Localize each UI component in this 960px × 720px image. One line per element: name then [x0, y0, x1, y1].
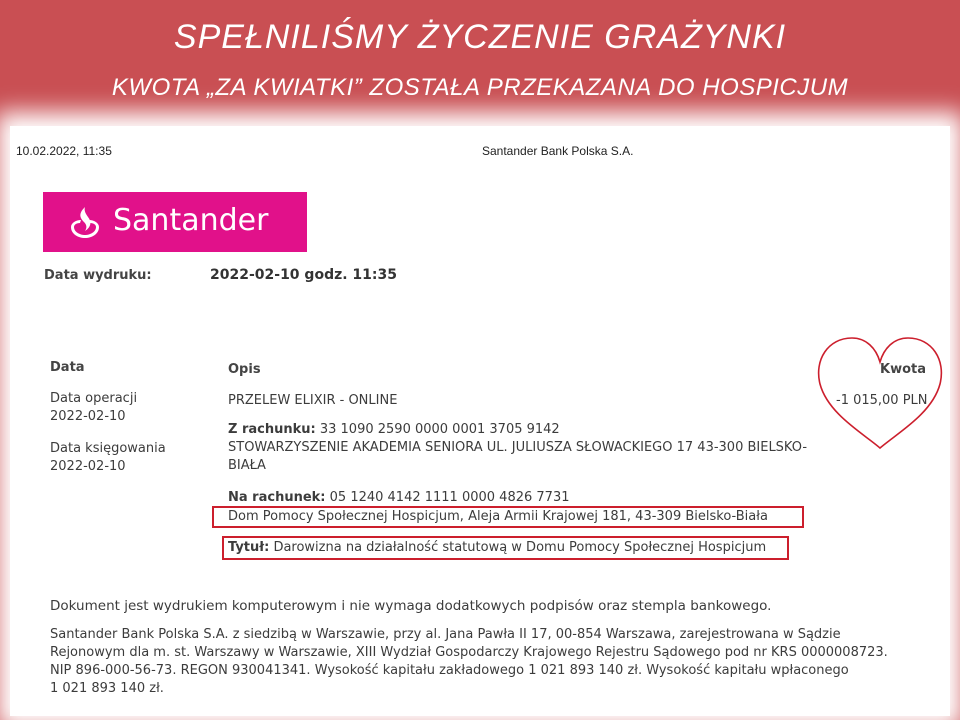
footer-line-1: Santander Bank Polska S.A. z siedzibą w Warszawie, przy al. Jana Pawła II 17, 00-854 Warszawa, zarejestrowana w Sądzie [50, 627, 841, 642]
print-date-label: Data wydruku: [44, 268, 152, 283]
booking-date-label: Data księgowania [50, 441, 166, 456]
transaction-amount: -1 015,00 PLN [836, 393, 928, 408]
recipient-address: Dom Pomocy Społecznej Hospicjum, Aleja Armii Krajowej 181, 43-309 Bielsko-Biała [228, 509, 768, 524]
computer-printout-note: Dokument jest wydrukiem komputerowym i nie wymaga dodatkowych podpisów oraz stempla bankowego. [50, 598, 772, 614]
print-date-value: 2022-02-10 godz. 11:35 [210, 267, 397, 283]
slide-subtitle: KWOTA „ZA KWIATKI” ZOSTAŁA PRZEKAZANA DO HOSPICJUM [111, 74, 849, 101]
footer-line-3: NIP 896-000-56-73. REGON 930041341. Wysokość kapitału zakładowego 1 021 893 140 zł. Wysokość kapitału wpłaconego [50, 663, 849, 678]
booking-date: 2022-02-10 [50, 459, 126, 474]
column-header-description: Opis [228, 362, 261, 377]
column-header-date: Data [50, 360, 85, 375]
from-account-label: Z rachunku: [228, 422, 316, 437]
operation-date: 2022-02-10 [50, 409, 126, 424]
heart-outline-icon [810, 322, 950, 452]
santander-flame-icon [67, 205, 103, 239]
sender-address-line1: STOWARZYSZENIE AKADEMIA SENIORA UL. JULIUSZA SŁOWACKIEGO 17 43-300 BIELSKO- [228, 440, 808, 455]
sender-address-line2: BIAŁA [228, 458, 266, 473]
from-account: 33 1090 2590 0000 0001 3705 9142 [319, 422, 560, 437]
to-account-row [228, 490, 569, 505]
logo-wordmark: Santander [113, 203, 269, 238]
footer-line-2: Rejonowym dla m. st. Warszawy w Warszawie, XIII Wydział Gospodarczy Krajowego Rejestru Sądowego pod nr KRS 0000008723. [50, 645, 888, 660]
column-header-amount: Kwota [880, 362, 927, 377]
slide-title: SPEŁNILIŚMY ŻYCZENIE GRAŻYNKI [173, 18, 787, 56]
bank-name: Santander Bank Polska S.A. [482, 144, 634, 158]
to-account-label: Na rachunek: [228, 490, 326, 505]
to-account: 05 1240 4142 1111 0000 4826 7731 [329, 490, 570, 505]
from-account-row [228, 422, 560, 437]
transfer-type: PRZELEW ELIXIR - ONLINE [228, 393, 398, 408]
transfer-title-row [228, 540, 766, 555]
transfer-title-label: Tytuł: [228, 540, 270, 555]
santander-logo [43, 192, 307, 252]
bank-statement-document [10, 126, 950, 716]
transfer-title: Darowizna na działalność statutową w Domu Pomocy Społecznej Hospicjum [273, 540, 767, 555]
footer-line-4: 1 021 893 140 zł. [50, 681, 164, 696]
operation-date-label: Data operacji [50, 391, 138, 406]
print-timestamp: 10.02.2022, 11:35 [16, 144, 112, 158]
